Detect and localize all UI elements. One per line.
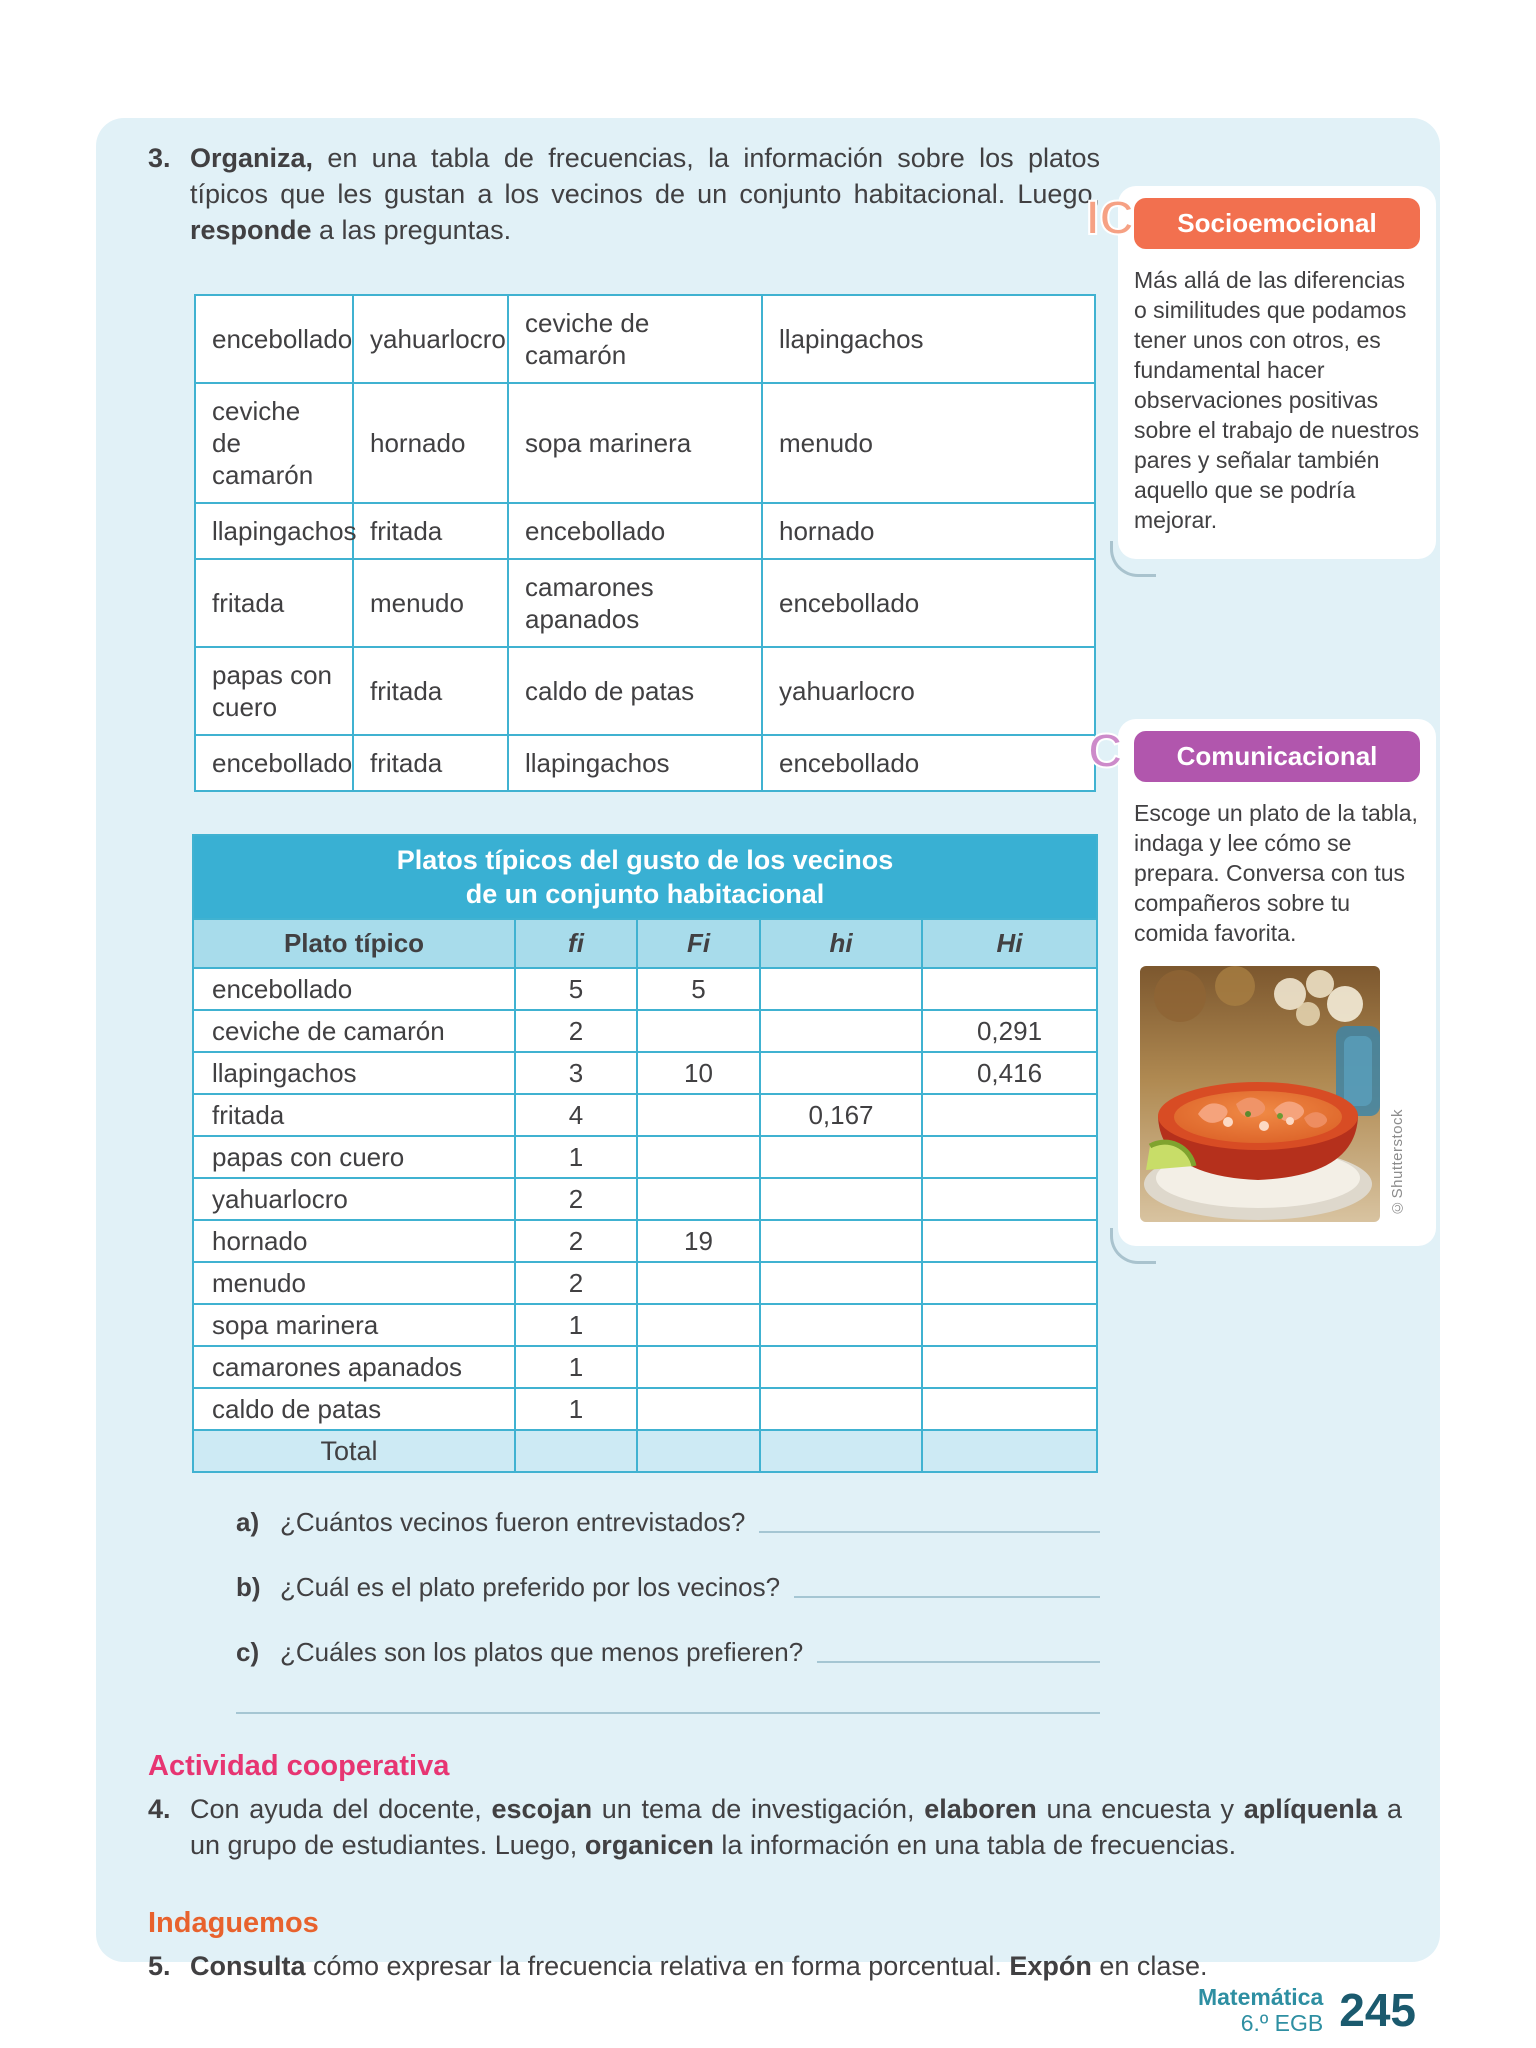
table-row [193, 1304, 1097, 1346]
raw-cell: llapingachos [508, 735, 762, 791]
table-row [193, 1346, 1097, 1388]
Fi-cell [637, 1094, 760, 1136]
exercise-3-text-2: a las preguntas. [311, 215, 512, 245]
answer-blank-c [817, 1661, 1100, 1663]
fi-cell: 5 [515, 968, 637, 1010]
raw-cell: menudo [762, 383, 1095, 503]
question-a-letter: a) [236, 1507, 260, 1537]
total-hi-cell [760, 1430, 922, 1472]
table-row [193, 1220, 1097, 1262]
table-row [193, 1094, 1097, 1136]
exercise-4-text-3: una encuesta y [1036, 1794, 1244, 1824]
raw-cell: fritada [353, 647, 508, 735]
hi-cell [760, 1052, 922, 1094]
fi-cell: 2 [515, 1178, 637, 1220]
raw-data-table [194, 294, 1096, 792]
frequency-table-title-line2: de un conjunto habitacional [465, 879, 825, 909]
Fi-cell: 19 [637, 1220, 760, 1262]
exercise-3-text-1: en una tabla de frecuencias, la información sobre los platos típicos que les gustan a los vecinos de un conjunto habitacional. Luego, [190, 143, 1100, 209]
exercise-4-text-1: Con ayuda del docente, [190, 1794, 492, 1824]
exercise-4-text-2: un tema de investigación, [592, 1794, 925, 1824]
exercise-4-bold-organicen: organicen [584, 1830, 714, 1860]
Fi-cell [637, 1262, 760, 1304]
exercise-5-bold-consulta: Consulta [190, 1951, 306, 1981]
answer-blank-a [759, 1531, 1100, 1533]
total-Fi-cell [637, 1430, 760, 1472]
dish-name-cell: ceviche de camarón [193, 1010, 515, 1052]
answer-blank-b [794, 1596, 1100, 1598]
raw-cell: encebollado [195, 295, 353, 383]
comunicacional-card [1088, 719, 1436, 1246]
fi-cell: 1 [515, 1136, 637, 1178]
exercise-4 [148, 1791, 1402, 1863]
photo-credit: ©Shutterstock [1389, 1109, 1406, 1216]
table-row [193, 1010, 1097, 1052]
raw-cell: ceviche de camarón [508, 295, 762, 383]
raw-cell: hornado [353, 383, 508, 503]
exercise-4-number: 4. [148, 1794, 171, 1824]
raw-cell: hornado [762, 503, 1095, 559]
content-panel [96, 118, 1440, 1981]
raw-cell: ceviche de camarón [195, 383, 353, 503]
column-header-Hi: Hi [922, 919, 1097, 968]
Fi-cell [637, 1178, 760, 1220]
frequency-table-title-row [193, 835, 1097, 919]
hi-cell [760, 1262, 922, 1304]
dish-name-cell: fritada [193, 1094, 515, 1136]
question-a-text: ¿Cuántos vecinos fueron entrevistados? [280, 1507, 746, 1537]
question-c-text: ¿Cuáles son los platos que menos prefieren? [280, 1637, 804, 1667]
Hi-cell [922, 968, 1097, 1010]
table-row [193, 1052, 1097, 1094]
raw-cell: yahuarlocro [762, 647, 1095, 735]
Fi-cell [637, 1304, 760, 1346]
hi-cell [760, 1346, 922, 1388]
footer-subject: Matemática [1197, 1984, 1324, 2010]
sidebar-column [1086, 134, 1436, 1714]
column-header-plato: Plato típico [193, 919, 515, 968]
raw-cell: caldo de patas [508, 647, 762, 735]
exercise-4-text-5: la información en una tabla de frecuencias. [713, 1830, 1237, 1860]
hi-cell [760, 1304, 922, 1346]
frequency-table-title-line1: Platos típicos del gusto de los vecinos [396, 845, 894, 875]
top-row [148, 134, 1436, 1714]
Fi-cell [637, 1010, 760, 1052]
frequency-table-header-row [193, 919, 1097, 968]
question-c-letter: c) [236, 1637, 260, 1667]
card-tail-decoration [1110, 1228, 1156, 1264]
column-header-hi: hi [760, 919, 922, 968]
raw-cell: encebollado [508, 503, 762, 559]
Hi-cell [922, 1178, 1097, 1220]
exercise-3 [148, 140, 1100, 248]
exercise-5-bold-expon: Expón [1009, 1951, 1092, 1981]
raw-row [195, 647, 1095, 735]
footer-label [1198, 1984, 1323, 2036]
exercise-4-text [190, 1791, 1402, 1863]
exercise-3-text [190, 140, 1100, 248]
exercise-4-text-4: a un grupo de estudiantes. Luego, [190, 1794, 1402, 1860]
dish-name-cell: papas con cuero [193, 1136, 515, 1178]
Hi-cell [922, 1346, 1097, 1388]
Fi-cell: 5 [637, 968, 760, 1010]
raw-row [195, 559, 1095, 647]
page-number: 245 [1339, 1984, 1416, 2036]
dish-name-cell: menudo [193, 1262, 515, 1304]
question-a [236, 1507, 1100, 1538]
exercise-5-text-1: cómo expresar la frecuencia relativa en forma porcentual. [305, 1951, 1010, 1981]
raw-cell: camarones apanados [508, 559, 762, 647]
dish-name-cell: llapingachos [193, 1052, 515, 1094]
frequency-table [192, 834, 1098, 1473]
comunicacional-title: Comunicacional [1134, 731, 1420, 782]
column-header-Fi: Fi [637, 919, 760, 968]
fi-cell: 1 [515, 1346, 637, 1388]
socioemocional-card [1086, 186, 1436, 559]
raw-row [195, 735, 1095, 791]
raw-cell: sopa marinera [508, 383, 762, 503]
raw-cell: encebollado [762, 559, 1095, 647]
raw-row [195, 295, 1095, 383]
raw-cell: fritada [353, 503, 508, 559]
fi-cell: 3 [515, 1052, 637, 1094]
svg-text:IC: IC [1086, 192, 1134, 245]
hi-cell [760, 1010, 922, 1052]
Fi-cell [637, 1346, 760, 1388]
ceviche-photo-wrap [1140, 966, 1406, 1222]
Fi-cell [637, 1136, 760, 1178]
exercise-4-bold-escojan: escojan [491, 1794, 593, 1824]
dish-name-cell: sopa marinera [193, 1304, 515, 1346]
exercise-4-bold-apliquenla: aplíquenla [1243, 1794, 1378, 1824]
raw-row [195, 383, 1095, 503]
exercise-5-text [190, 1948, 1402, 1984]
raw-cell: fritada [195, 559, 353, 647]
fi-cell: 2 [515, 1262, 637, 1304]
total-row [193, 1430, 1097, 1472]
hi-cell: 0,167 [760, 1094, 922, 1136]
exercise-5-text-2: en clase. [1091, 1951, 1208, 1981]
dish-name-cell: caldo de patas [193, 1388, 515, 1430]
Hi-cell [922, 1220, 1097, 1262]
card-tail-decoration [1110, 541, 1156, 577]
comunicacional-body: Escoge un plato de la tabla, indaga y lee cómo se prepara. Conversa con tus compañeros sobre tu comida favorita. [1134, 800, 1418, 946]
table-row [193, 1388, 1097, 1430]
raw-cell: menudo [353, 559, 508, 647]
page-footer [1198, 1984, 1416, 2036]
socioemocional-title: Socioemocional [1134, 198, 1420, 249]
exercise-5 [148, 1948, 1402, 1984]
raw-cell: encebollado [762, 735, 1095, 791]
exercise-3-number: 3. [148, 143, 171, 173]
bottom-sections [148, 1750, 1402, 1984]
cooperative-activity-heading: Actividad cooperativa [148, 1750, 450, 1782]
raw-row [195, 503, 1095, 559]
raw-cell: papas con cuero [195, 647, 353, 735]
hi-cell [760, 968, 922, 1010]
question-b-letter: b) [236, 1572, 261, 1602]
indaguemos-heading: Indaguemos [148, 1907, 319, 1939]
raw-cell: encebollado [195, 735, 353, 791]
column-header-fi: fi [515, 919, 637, 968]
footer-grade: 6.º EGB [1240, 2010, 1324, 2036]
dish-name-cell: camarones apanados [193, 1346, 515, 1388]
svg-text:C: C [1088, 725, 1123, 778]
fi-cell: 1 [515, 1304, 637, 1346]
question-b-text: ¿Cuál es el plato preferido por los vecinos? [280, 1572, 781, 1602]
exercise-5-number: 5. [148, 1951, 171, 1981]
questions-list [236, 1507, 1100, 1714]
exercise-3-bold-organiza: Organiza, [190, 143, 314, 173]
Hi-cell: 0,416 [922, 1052, 1097, 1094]
Hi-cell [922, 1304, 1097, 1346]
main-column [148, 134, 1100, 1714]
hi-cell [760, 1136, 922, 1178]
Hi-cell: 0,291 [922, 1010, 1097, 1052]
fi-cell: 1 [515, 1388, 637, 1430]
socioemocional-body: Más allá de las diferencias o similitudes que podamos tener unos con otros, es fundamental hacer observaciones positivas sobre el trabajo de nuestros pares y señalar también aquello que se podría mejorar. [1134, 267, 1420, 533]
table-row [193, 1178, 1097, 1220]
dish-name-cell: encebollado [193, 968, 515, 1010]
dish-name-cell: hornado [193, 1220, 515, 1262]
raw-cell: llapingachos [195, 503, 353, 559]
exercise-4-bold-elaboren: elaboren [924, 1794, 1037, 1824]
fi-cell: 4 [515, 1094, 637, 1136]
hi-cell [760, 1178, 922, 1220]
Fi-cell [637, 1388, 760, 1430]
answer-blank-c-line2 [236, 1712, 1100, 1714]
raw-cell: llapingachos [762, 295, 1095, 383]
question-b [236, 1572, 1100, 1603]
total-fi-cell [515, 1430, 637, 1472]
Hi-cell [922, 1262, 1097, 1304]
exercise-3-bold-responde: responde [190, 215, 312, 245]
table-row [193, 1136, 1097, 1178]
fi-cell: 2 [515, 1220, 637, 1262]
total-Hi-cell [922, 1430, 1097, 1472]
dish-name-cell: yahuarlocro [193, 1178, 515, 1220]
raw-cell: yahuarlocro [353, 295, 508, 383]
fi-cell: 2 [515, 1010, 637, 1052]
table-row [193, 1262, 1097, 1304]
table-row [193, 968, 1097, 1010]
frequency-table-title [193, 835, 1097, 919]
question-c [236, 1637, 1100, 1668]
Hi-cell [922, 1388, 1097, 1430]
Fi-cell: 10 [637, 1052, 760, 1094]
Hi-cell [922, 1094, 1097, 1136]
hi-cell [760, 1388, 922, 1430]
hi-cell [760, 1220, 922, 1262]
ceviche-photo [1140, 966, 1380, 1222]
Hi-cell [922, 1136, 1097, 1178]
total-label-cell: Total [193, 1430, 515, 1472]
raw-cell: fritada [353, 735, 508, 791]
